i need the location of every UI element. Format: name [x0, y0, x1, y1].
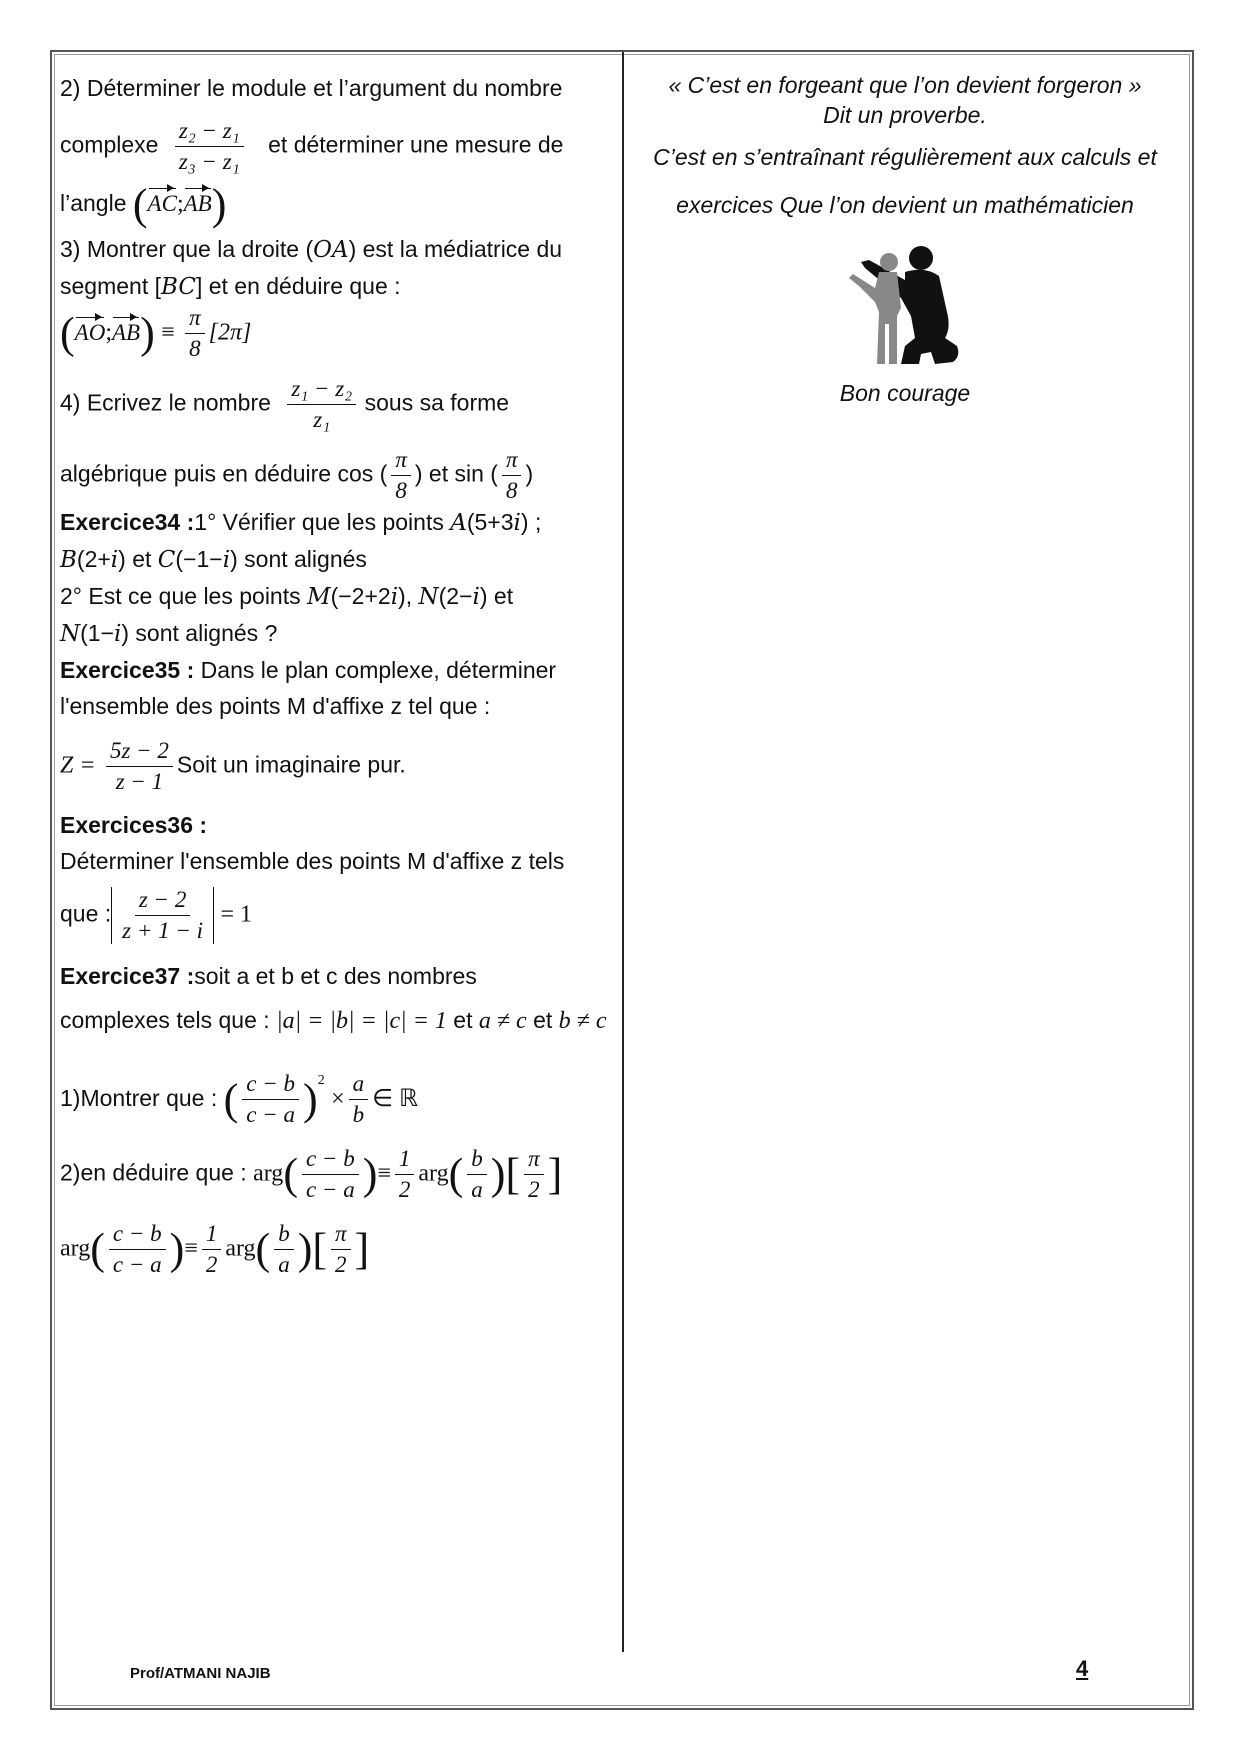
- math: arg: [253, 1161, 284, 1187]
- numerator: 1: [202, 1221, 222, 1250]
- numerator: z₂ − z₁: [175, 118, 244, 147]
- left-paren: (: [448, 1149, 464, 1199]
- fraction: [109, 1221, 166, 1278]
- vector: AC: [148, 186, 177, 222]
- math: ×: [331, 1086, 345, 1112]
- math: Z =: [60, 752, 96, 779]
- right-paren: ): [169, 1224, 185, 1274]
- math: i: [472, 584, 480, 610]
- ex37-line1: [60, 958, 615, 994]
- math: OA: [313, 237, 349, 263]
- left-paren: (: [60, 308, 75, 358]
- text: sous sa forme: [364, 389, 510, 416]
- denominator: 2: [205, 1252, 218, 1278]
- right-paren: ): [303, 1074, 318, 1124]
- left-column: [60, 70, 615, 1278]
- math: BC: [161, 274, 196, 300]
- text: ] et en déduire que :: [195, 273, 401, 299]
- math: i: [114, 621, 122, 647]
- numerator: 1: [395, 1146, 415, 1175]
- q2-line2: [60, 118, 615, 175]
- exercise-title: Exercices36 :: [60, 812, 208, 838]
- vector: AO: [75, 315, 106, 351]
- math: = 1: [220, 901, 252, 928]
- fraction: [185, 305, 205, 362]
- fraction: [331, 1221, 351, 1278]
- math: ≡: [377, 1161, 391, 1187]
- exponent: 2: [317, 1073, 325, 1088]
- page-number: 4: [1076, 1656, 1089, 1681]
- ex36-formula: [60, 887, 615, 944]
- text: l’angle: [60, 190, 127, 217]
- numerator: π: [185, 305, 205, 334]
- denominator: c − a: [112, 1252, 162, 1278]
- text: sont alignés: [237, 546, 367, 572]
- q3-line2: [60, 268, 615, 305]
- quote-line3: C’est en s’entraînant régulièrement aux calculs et: [653, 144, 1157, 170]
- ex35-line1: [60, 652, 615, 688]
- math: ∈ ℝ: [372, 1086, 419, 1112]
- math: B: [60, 547, 77, 573]
- left-bracket: [: [505, 1149, 521, 1199]
- fraction: [106, 738, 173, 795]
- left-paren: (: [90, 1224, 105, 1274]
- denominator: z₁: [313, 407, 331, 432]
- denominator: a: [278, 1252, 290, 1278]
- math: |a| = |b| = |c| = 1: [276, 1008, 447, 1034]
- left-paren: (: [283, 1149, 298, 1199]
- bon-courage: Bon courage: [839, 380, 971, 406]
- q2-line3: [60, 180, 615, 229]
- text: 2)en déduire que :: [60, 1160, 247, 1186]
- math: arg: [225, 1236, 256, 1262]
- ex37-q2: [60, 1146, 615, 1203]
- ex36-line1: [60, 843, 615, 879]
- fraction: [391, 447, 411, 504]
- text: et déterminer une mesure de: [268, 131, 564, 158]
- text: (1−: [80, 620, 115, 646]
- father-son-silhouette-icon: [835, 242, 975, 372]
- text: (2+: [76, 546, 111, 572]
- fraction: [302, 1146, 359, 1203]
- ex34-line2: [60, 541, 615, 578]
- text: ): [118, 546, 126, 572]
- text: et: [526, 1007, 559, 1033]
- text: ) et sin (: [414, 460, 498, 487]
- denominator: 2: [528, 1177, 540, 1203]
- text: Déterminer l'ensemble des points M d'affixe z tels: [60, 848, 565, 874]
- q2-line1: [60, 70, 615, 106]
- text: (5+3: [466, 509, 514, 535]
- left-paren: (: [255, 1224, 271, 1274]
- text: 1)Montrer que :: [60, 1085, 218, 1111]
- text: 4) Ecrivez le nombre: [60, 389, 271, 416]
- ex34-line4: [60, 615, 615, 652]
- q4-line2: [60, 447, 615, 504]
- ex36-title-line: [60, 807, 615, 843]
- exercise-title: Exercice35 :: [60, 657, 195, 683]
- numerator: 5z − 2: [106, 738, 173, 767]
- math: A: [450, 510, 467, 536]
- quote-line2: Dit un proverbe.: [823, 102, 987, 128]
- text: ): [479, 583, 488, 609]
- math: i: [222, 547, 231, 573]
- math: b ≠ c: [558, 1008, 607, 1034]
- fraction: [118, 887, 207, 944]
- math: i: [390, 584, 399, 610]
- math: i: [513, 510, 521, 536]
- numerator: c − b: [242, 1071, 299, 1100]
- fraction: [467, 1146, 487, 1203]
- vector: AB: [184, 186, 212, 222]
- left-paren: (: [132, 180, 148, 229]
- ex34-line3: [60, 578, 615, 615]
- denominator: 2: [398, 1177, 411, 1203]
- numerator: π: [524, 1146, 544, 1175]
- numerator: b: [467, 1146, 487, 1175]
- right-bracket: ]: [354, 1224, 370, 1274]
- q3-formula: [60, 305, 615, 362]
- denominator: z + 1 − i: [122, 918, 204, 943]
- exercise-title: Exercice37 :: [60, 963, 195, 989]
- math: N: [60, 621, 81, 647]
- text: algébrique puis en déduire cos (: [60, 460, 388, 487]
- denominator: 8: [395, 478, 407, 503]
- numerator: π: [391, 447, 411, 476]
- ex37-q1: [60, 1063, 615, 1128]
- text: 3) Montrer que la droite (: [60, 236, 314, 262]
- text: ;: [528, 509, 542, 535]
- math: a ≠ c: [478, 1008, 527, 1034]
- math: N: [418, 584, 439, 610]
- denominator: c − a: [305, 1177, 355, 1203]
- numerator: b: [274, 1221, 294, 1250]
- text: ): [230, 546, 238, 572]
- right-paren: ): [362, 1149, 378, 1199]
- math: arg: [418, 1161, 449, 1187]
- denominator: b: [352, 1102, 365, 1128]
- math: arg: [60, 1236, 91, 1262]
- exercise-title: Exercice34 :: [60, 509, 195, 535]
- equiv: ≡: [161, 319, 175, 346]
- denominator: 8: [505, 478, 518, 503]
- numerator: π: [331, 1221, 351, 1250]
- denominator: c − a: [246, 1102, 296, 1128]
- right-bracket: ]: [547, 1149, 563, 1199]
- right-paren: ): [490, 1149, 506, 1199]
- text: l'ensemble des points M d'affixe z tel que :: [60, 693, 491, 719]
- right-paren: ): [140, 308, 155, 358]
- modulo: [2π]: [208, 319, 252, 346]
- math: ≡: [184, 1236, 198, 1262]
- right-paren: ): [297, 1224, 313, 1274]
- fraction: [242, 1071, 299, 1128]
- fraction: [502, 447, 522, 504]
- footer-author: Prof/ATMANI NAJIB: [130, 1665, 271, 1682]
- ex35-formula: [60, 738, 615, 795]
- fraction: [287, 376, 356, 433]
- text: et: [446, 1007, 479, 1033]
- denominator: 8: [189, 336, 201, 361]
- absolute-value: [111, 887, 214, 944]
- denominator: z₃ − z₁: [178, 149, 240, 174]
- numerator: π: [502, 447, 522, 476]
- text: et: [487, 583, 514, 609]
- semicolon: ;: [105, 319, 112, 346]
- right-paren: ): [211, 180, 227, 229]
- text: 1° Vérifier que les points: [194, 509, 451, 535]
- text: (−1−: [175, 546, 223, 572]
- left-paren: (: [223, 1074, 239, 1124]
- text: que :: [60, 900, 112, 927]
- text: ): [525, 460, 534, 487]
- right-column: [626, 70, 1184, 407]
- left-bracket: [: [312, 1224, 327, 1274]
- text: complexes tels que :: [60, 1007, 270, 1033]
- text: ),: [398, 583, 419, 609]
- ex37-repeat: [60, 1221, 615, 1278]
- numerator: z₁ − z₂: [287, 376, 356, 405]
- text: segment [: [60, 273, 161, 299]
- q3-line1: [60, 231, 615, 268]
- fraction: [524, 1146, 544, 1203]
- fraction: [274, 1221, 294, 1278]
- fraction: [175, 118, 244, 175]
- text: ): [121, 620, 130, 646]
- denominator: 2: [335, 1252, 347, 1278]
- numerator: c − b: [109, 1221, 166, 1250]
- semicolon: ;: [176, 191, 184, 218]
- text: (2−: [438, 583, 473, 609]
- numerator: c − b: [302, 1146, 359, 1175]
- fraction: [349, 1071, 369, 1128]
- denominator: a: [471, 1177, 483, 1203]
- math: M: [307, 584, 331, 610]
- fraction: [202, 1221, 222, 1278]
- text: Dans le plan complexe, déterminer: [194, 657, 557, 683]
- quote-line4: exercices Que l’on devient un mathématicien: [676, 192, 1134, 218]
- vector: AB: [112, 315, 140, 351]
- text: ) est la médiatrice du: [348, 236, 563, 262]
- text: Soit un imaginaire pur.: [176, 751, 406, 778]
- text: complexe: [60, 131, 159, 158]
- text: 2) Déterminer le module et l’argument du nombre: [60, 75, 563, 101]
- numerator: a: [349, 1071, 369, 1100]
- ex37-line2: [60, 1002, 615, 1039]
- text: (−2+2: [330, 583, 391, 609]
- text: soit a et b et c des nombres: [194, 963, 477, 989]
- q4-line1: [60, 376, 615, 433]
- ex35-line2: [60, 688, 615, 724]
- denominator: z − 1: [115, 769, 164, 794]
- numerator: z − 2: [135, 887, 190, 916]
- math: i: [110, 547, 119, 573]
- text: 2° Est ce que les points: [60, 583, 308, 609]
- column-divider: [622, 52, 624, 1652]
- fraction: [395, 1146, 415, 1203]
- quote-line1: « C’est en forgeant que l’on devient forgeron »: [668, 72, 1142, 98]
- ex34-line1: [60, 504, 615, 541]
- text: sont alignés ?: [129, 620, 278, 646]
- text: ): [520, 509, 529, 535]
- math: C: [157, 547, 176, 573]
- text: et: [125, 546, 158, 572]
